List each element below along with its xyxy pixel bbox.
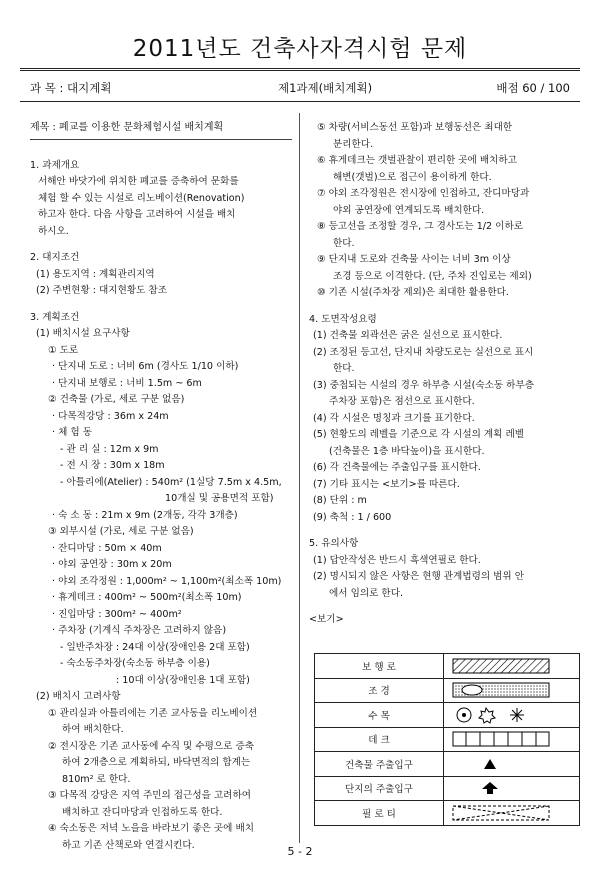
right-text-line: 4. 도면작성요령	[309, 313, 377, 325]
spacer	[309, 526, 577, 536]
left-text-line: ③ 외부시설 (가로, 세로 구분 없음)	[48, 526, 194, 537]
spacer	[30, 240, 292, 250]
exam-header	[20, 76, 580, 98]
right-text-line: ⑤ 차량(서비스동선 포함)과 보행동선은 최대한	[317, 122, 513, 133]
left-text-line: - 숙소동주차장(숙소동 하부층 이용)	[60, 658, 210, 669]
right-text-line: 조경 등으로 이격한다. (단, 주차 진입로는 제외)	[333, 270, 532, 282]
left-text-line: : 10대 이상(장애인용 1대 포함)	[116, 674, 250, 686]
left-text-line: (2) 배치시 고려사항	[36, 691, 121, 702]
right-text-line: (6) 각 건축물에는 주출입구를 표시한다.	[313, 462, 481, 473]
left-text-line: 10개실 및 공용면적 포함)	[165, 493, 274, 504]
left-text-line: ① 관리실과 아틀리에는 기존 교사동을 리노베이션	[48, 707, 258, 719]
left-text-line: - 일반주차장 : 24대 이상(장애인용 2대 포함)	[60, 641, 250, 653]
right-text-line: 에서 임의로 한다.	[329, 587, 404, 599]
left-text-line: · 휴게데크 : 400m² ~ 500m²(최소폭 10m)	[52, 592, 242, 603]
task-label: 제1과제(배치계획)	[278, 81, 373, 95]
right-text-line: <보기>	[309, 614, 344, 625]
header-bottom-rule	[20, 101, 580, 102]
left-text-line: 배치하고 잔디마당과 인접하도록 한다.	[62, 806, 223, 818]
piloti-icon	[444, 801, 579, 825]
right-text-line: (7) 기타 표시는 <보기>를 따른다.	[313, 478, 460, 490]
left-text-line: - 전 시 장 : 30m x 18m	[60, 460, 165, 471]
arrow-up-icon	[444, 777, 579, 801]
right-text-line: (3) 중첩되는 시설의 경우 하부층 시설(숙소동 하부층	[313, 379, 534, 391]
spacer	[309, 602, 577, 612]
left-text-line: 서해안 바닷가에 위치한 폐교를 증축하여 문화를	[38, 176, 239, 187]
left-text-line: 하고자 한다. 다음 사항을 고려하여 시설을 배치	[38, 209, 236, 220]
left-text-line: · 잔디마당 : 50m × 40m	[52, 542, 162, 554]
right-text-line: 한다.	[333, 237, 355, 249]
legend-label: 건축물 주출입구	[315, 752, 444, 776]
right-text-line: (건축물은 1층 바닥높이)을 표시한다.	[329, 445, 485, 457]
legend-row-piloti	[315, 801, 579, 825]
right-text-line: (1) 건축물 외곽선은 굵은 실선으로 표시한다.	[313, 330, 503, 341]
right-text-line: ⑨ 단지내 도로와 건축물 사이는 너비 3m 이상	[317, 254, 511, 265]
left-text-line: · 숙 소 동 : 21m x 9m (2개동, 각각 3개층)	[52, 509, 238, 521]
right-text-line: 주차장 포함)은 점선으로 표시한다.	[329, 396, 475, 407]
left-text-line: 1. 과제개요	[30, 159, 80, 171]
legend-label: 데 크	[315, 728, 444, 752]
deck-icon	[444, 728, 579, 752]
legend-row-trees	[315, 703, 579, 728]
page-number: 5 - 2	[287, 845, 313, 858]
hatch-icon	[444, 654, 579, 678]
left-text-line: 하여 2개층으로 계획하되, 바닥면적의 합계는	[62, 757, 251, 768]
left-text-line: · 야외 공연장 : 30m x 20m	[52, 559, 172, 570]
legend-label: 보 행 로	[315, 654, 444, 678]
right-text-line: (9) 축척 : 1 / 600	[313, 511, 392, 523]
score-label: 배점 60 / 100	[496, 81, 570, 95]
left-text-line: 2. 대지조건	[30, 252, 80, 263]
left-text-line: (1) 배치시설 요구사항	[36, 328, 130, 339]
right-text-line: (4) 각 시설은 명칭과 크기를 표기한다.	[313, 412, 475, 424]
left-text-line: · 진입마당 : 300m² ~ 400m²	[52, 608, 182, 620]
left-column	[30, 120, 292, 854]
landscape-icon	[444, 679, 579, 703]
left-text-line: · 야외 조각정원 : 1,000m² ~ 1,100m²(최소폭 10m)	[52, 575, 282, 587]
right-text-line: 분리한다.	[333, 138, 374, 150]
left-text-line: · 단지내 도로 : 너비 6m (경사도 1/10 이하)	[52, 361, 239, 372]
legend-row-walkway	[315, 654, 579, 679]
legend-row-landscape	[315, 679, 579, 704]
legend-row-deck	[315, 728, 579, 753]
left-text-line: ③ 다목적 강당은 지역 주민의 접근성을 고려하여	[48, 790, 251, 801]
legend-label: 필 로 티	[315, 801, 444, 825]
left-text-line: 하여 배치한다.	[62, 724, 124, 735]
left-text-line: ① 도로	[48, 344, 79, 356]
left-text-line: · 다목적강당 : 36m x 24m	[52, 410, 169, 422]
spacer	[30, 148, 292, 158]
right-column	[309, 120, 577, 629]
left-text-line: 하고 기존 산책로와 연결시킨다.	[62, 839, 195, 851]
left-text-line: 810m² 로 한다.	[62, 773, 131, 785]
column-divider	[299, 113, 300, 843]
left-text-line: 3. 계획조건	[30, 311, 80, 323]
left-text-line: ② 전시장은 기존 교사동에 수직 및 수평으로 증축	[48, 740, 255, 752]
problem-title: 제목 : 폐교를 이용한 문화체험시설 배치계획	[30, 120, 292, 140]
right-text-line: (5) 현황도의 레벨을 기준으로 각 시설의 계획 레벨	[313, 429, 525, 440]
right-text-line: (2) 명시되지 않은 사항은 현행 관계법령의 범위 안	[313, 571, 525, 582]
left-text-line: (2) 주변현황 : 대지현황도 참조	[36, 285, 167, 296]
left-text-line: ② 건축물 (가로, 세로 구분 없음)	[48, 394, 185, 405]
right-text-line: 5. 유의사항	[309, 538, 359, 549]
right-text-line: ⑩ 기존 시설(주차장 제외)은 최대한 활용한다.	[317, 287, 509, 298]
right-text-line: (2) 조정된 등고선, 단지내 차량도로는 실선으로 표시	[313, 346, 534, 358]
tree-icon	[444, 703, 579, 727]
left-text-line: 체험 할 수 있는 시설로 리노베이션(Renovation)	[38, 192, 245, 204]
right-text-line: 야외 공연장에 연계되도록 배치한다.	[333, 204, 485, 216]
header-top-rule	[20, 68, 580, 74]
left-text-line: (1) 용도지역 : 계획관리지역	[36, 268, 155, 280]
legend-table	[314, 653, 580, 826]
left-text-line: · 주차장 (기계식 주차장은 고려하지 않음)	[52, 625, 227, 636]
right-text-line: ⑥ 휴게데크는 갯벌관찰이 편리한 곳에 배치하고	[317, 155, 517, 166]
legend-label: 조 경	[315, 679, 444, 703]
right-text-line: ⑧ 등고선을 조정할 경우, 그 경사도는 1/2 이하로	[317, 221, 523, 232]
legend-label: 수 목	[315, 703, 444, 727]
spacer	[309, 302, 577, 312]
right-text-line: (1) 답안작성은 반드시 흑색연필로 한다.	[313, 554, 481, 566]
spacer	[30, 300, 292, 310]
left-text-line: · 체 험 동	[52, 427, 93, 438]
right-text-line: 해변(갯벌)으로 접근이 용이하게 한다.	[333, 171, 492, 183]
left-text-line: ④ 숙소동은 저녁 노을을 바라보기 좋은 곳에 배치	[48, 823, 255, 834]
right-text-line: (8) 단위 : m	[313, 495, 367, 506]
legend-label: 단지의 주출입구	[315, 777, 444, 801]
right-text-line: ⑦ 야외 조각정원은 전시장에 인접하고, 잔디마당과	[317, 188, 530, 199]
left-text-line: 하시오.	[38, 225, 69, 237]
page-title: 2011년도 건축사자격시험 문제	[132, 36, 468, 62]
subject-label: 과 목 : 대지계획	[30, 81, 112, 95]
left-text-line: - 관 리 실 : 12m x 9m	[60, 443, 159, 455]
legend-row-building-entrance	[315, 752, 579, 777]
left-text-line: · 단지내 보행로 : 너비 1.5m ~ 6m	[52, 377, 202, 389]
left-text-line: - 아틀리에(Atelier) : 540m² (1실당 7.5m x 4.5m,	[60, 476, 282, 488]
right-text-line: 한다.	[333, 363, 355, 374]
triangle-up-icon	[444, 752, 579, 776]
legend-row-site-entrance	[315, 777, 579, 802]
